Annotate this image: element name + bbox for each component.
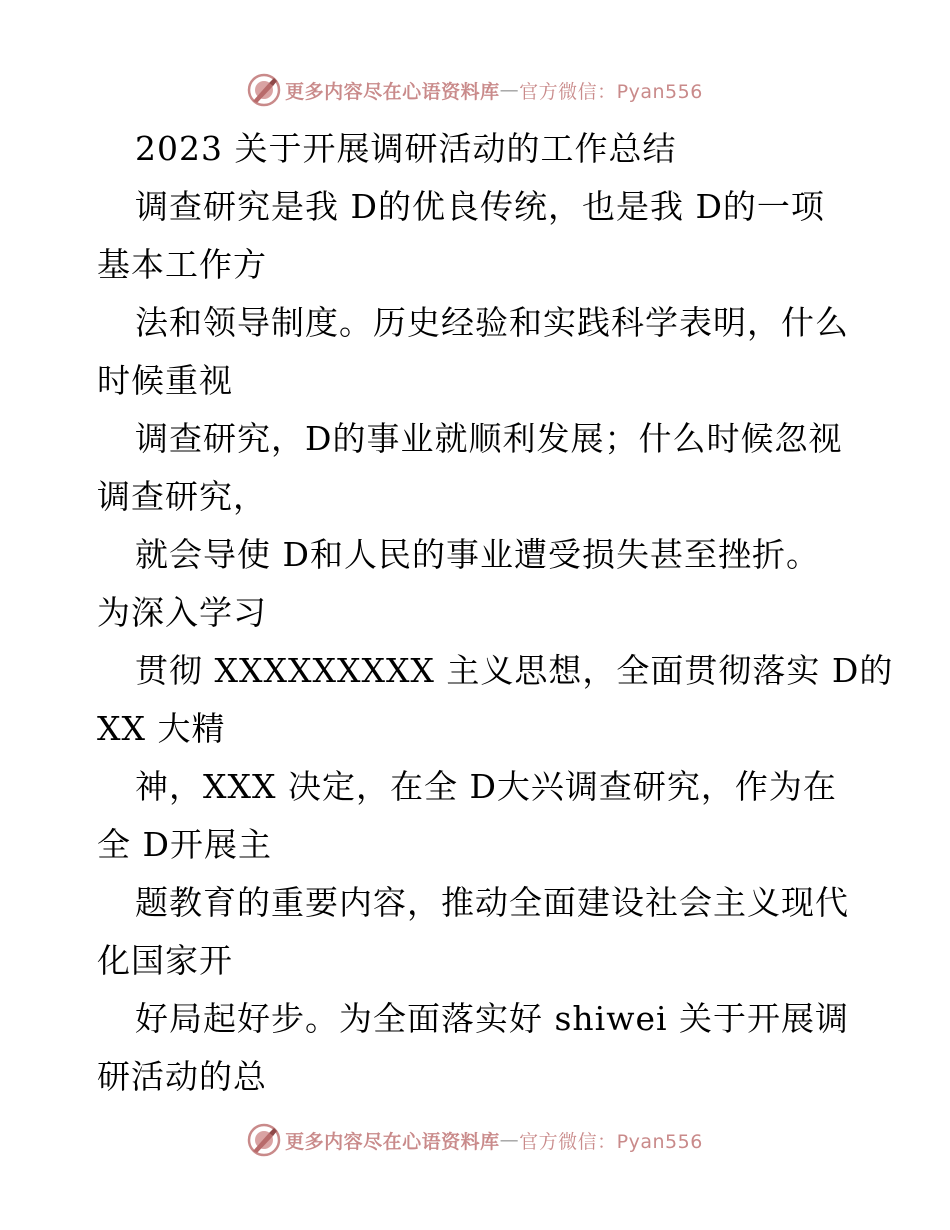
watermark-main-text: 更多内容尽在心语资料库	[285, 1130, 500, 1153]
document-body	[97, 120, 894, 1106]
text-line: 就会导使 D和人民的事业遭受损失甚至挫折。	[135, 535, 820, 574]
text-line: 研活动的总	[97, 1057, 267, 1096]
text-line: 调查研究，D的事业就顺利发展；什么时候忽视	[135, 419, 843, 458]
text-line: 调查研究是我 D的优良传统，也是我 D的一项	[135, 187, 825, 226]
text-line: 为深入学习	[97, 593, 267, 632]
watermark-side-text: 官方微信：Pyan556	[519, 1130, 703, 1153]
text-line: 神，XXX 决定，在全 D大兴调查研究，作为在	[135, 767, 837, 806]
watermark-separator: —	[499, 79, 520, 101]
pen-circle-logo-icon	[247, 73, 281, 107]
watermark-separator: —	[499, 1129, 520, 1151]
pen-circle-logo-icon	[247, 1123, 281, 1157]
text-line: 贯彻 XXXXXXXXX 主义思想，全面贯彻落实 D的	[135, 651, 894, 690]
text-line: 好局起好步。为全面落实好 shiwei 关于开展调	[135, 999, 850, 1038]
text-line: 调查研究，	[97, 477, 267, 516]
document-title: 2023 关于开展调研活动的工作总结	[135, 129, 677, 168]
text-line: 化国家开	[97, 941, 233, 980]
text-line: 法和领导制度。历史经验和实践科学表明，什么	[135, 303, 849, 342]
text-line: 时候重视	[97, 361, 233, 400]
header-watermark	[0, 70, 950, 110]
footer-watermark	[0, 1120, 950, 1160]
text-line: 基本工作方	[97, 245, 267, 284]
watermark-main-text: 更多内容尽在心语资料库	[285, 80, 500, 103]
watermark-side-text: 官方微信：Pyan556	[519, 80, 703, 103]
text-line: 全 D开展主	[97, 825, 272, 864]
text-line: XX 大精	[97, 709, 226, 748]
text-line: 题教育的重要内容，推动全面建设社会主义现代	[135, 883, 849, 922]
